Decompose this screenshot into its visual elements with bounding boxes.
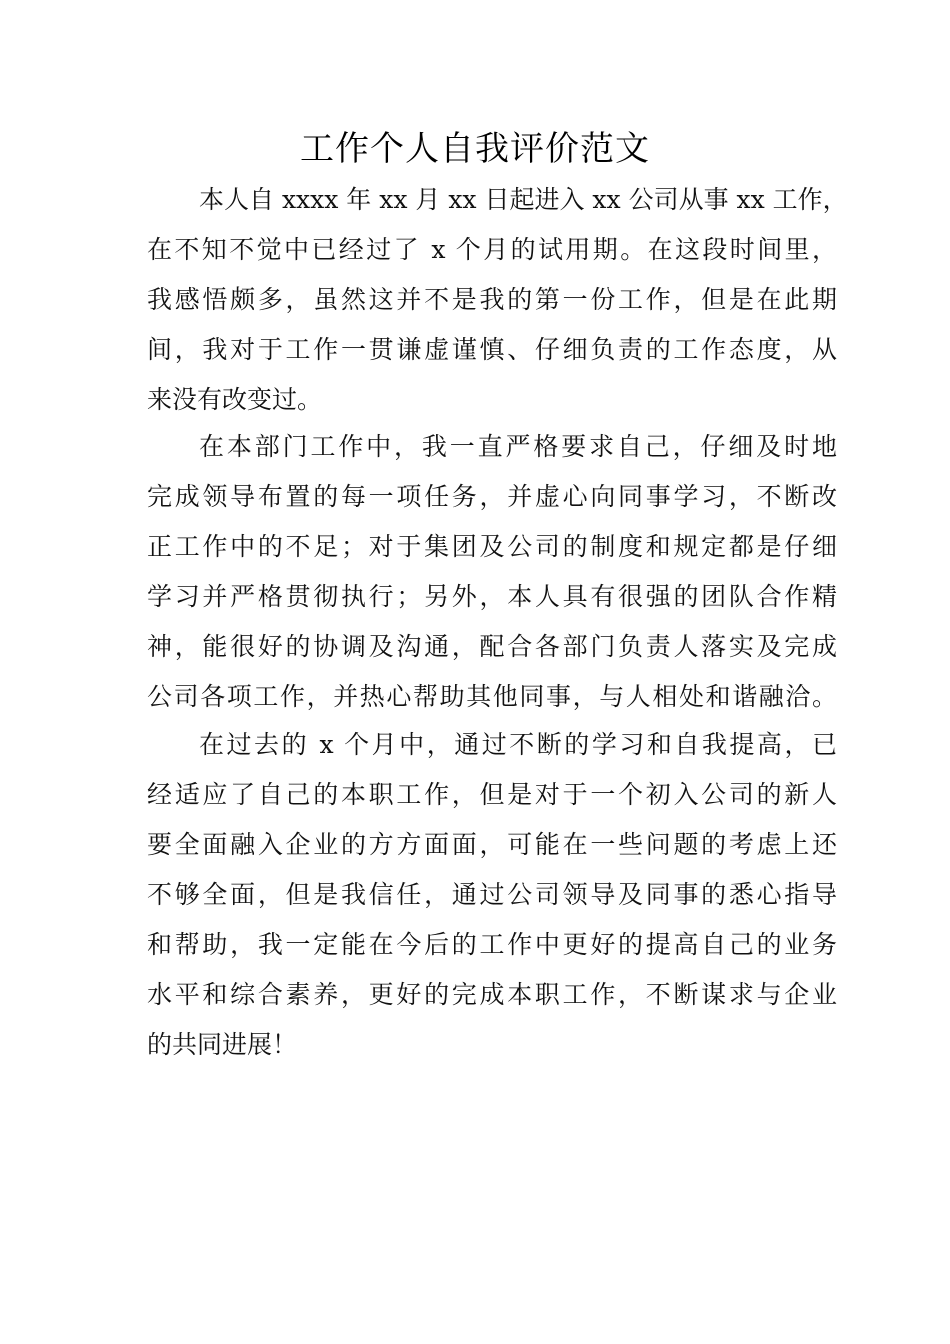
paragraph-3-line-3: 要全面融入企业的方方面面，可能在一些问题的考虑上还 xyxy=(147,830,837,859)
paragraph-3-line-2: 经适应了自己的本职工作，但是对于一个初入公司的新人 xyxy=(147,780,837,809)
document-title: 工作个人自我评价范文 xyxy=(300,129,650,169)
paragraph-1-line-5: 来没有改变过。 xyxy=(147,385,323,414)
paragraph-3-line-7: 的共同进展！ xyxy=(147,1030,298,1059)
paragraph-3-line-4: 不够全面，但是我信任，通过公司领导及同事的悉心指导 xyxy=(147,880,837,909)
paragraph-1-line-1: 本人自 xxxx 年 xx 月 xx 日起进入 xx 公司从事 xx 工作， xyxy=(199,185,848,214)
paragraph-2-line-5: 神，能很好的协调及沟通，配合各部门负责人落实及完成 xyxy=(147,632,837,661)
paragraph-3-line-5: 和帮助，我一定能在今后的工作中更好的提高自己的业务 xyxy=(147,930,837,959)
paragraph-2-line-4: 学习并严格贯彻执行；另外，本人具有很强的团队合作精 xyxy=(147,582,837,611)
paragraph-1-line-4: 间，我对于工作一贯谦虚谨慎、仔细负责的工作态度，从 xyxy=(147,335,837,364)
paragraph-3-line-1: 在过去的 x 个月中，通过不断的学习和自我提高，已 xyxy=(199,730,837,759)
paragraph-2-line-3: 正工作中的不足；对于集团及公司的制度和规定都是仔细 xyxy=(147,532,837,561)
paragraph-2-line-1: 在本部门工作中，我一直严格要求自己，仔细及时地 xyxy=(199,432,837,461)
paragraph-1-line-2: 在不知不觉中已经过了 x 个月的试用期。在这段时间里， xyxy=(147,235,837,264)
paragraph-3-line-6: 水平和综合素养，更好的完成本职工作，不断谋求与企业 xyxy=(147,980,837,1009)
paragraph-1-line-3: 我感悟颇多，虽然这并不是我的第一份工作，但是在此期 xyxy=(147,285,837,314)
paragraph-2-line-6: 公司各项工作，并热心帮助其他同事，与人相处和谐融洽。 xyxy=(147,682,837,711)
paragraph-2-line-2: 完成领导布置的每一项任务，并虚心向同事学习，不断改 xyxy=(147,482,837,511)
